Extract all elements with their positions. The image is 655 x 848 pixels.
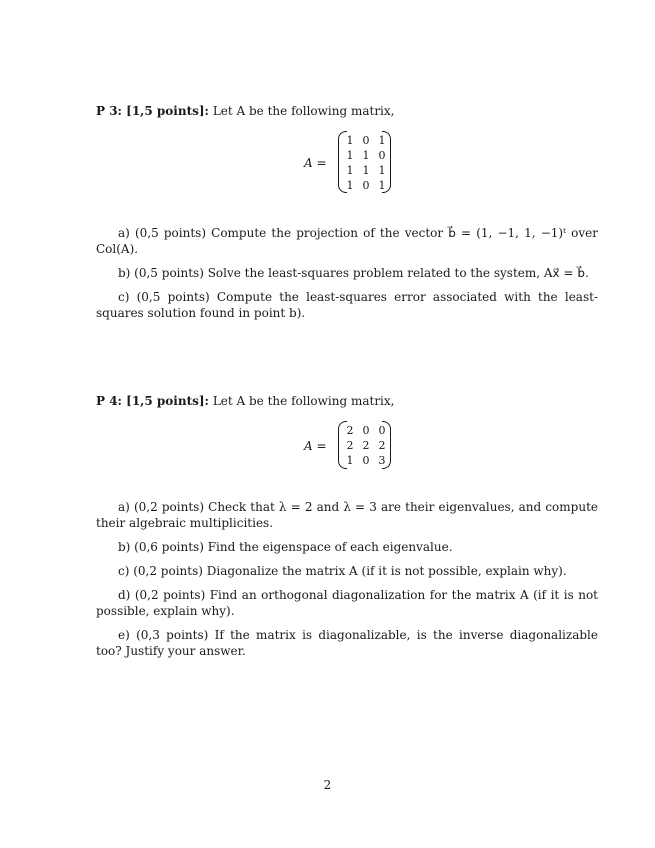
matrix-cell: 1 [346, 134, 354, 147]
problem-4-matrix [96, 423, 598, 469]
matrix-cell: 1 [346, 149, 354, 162]
matrix-cell: 1 [378, 164, 386, 177]
matrix-cell: 1 [346, 179, 354, 192]
problem-3-header [96, 103, 598, 119]
matrix-cell: 1 [346, 164, 354, 177]
problem-3 [96, 103, 598, 321]
problem-4-label: P 4: [1,5 points]: [96, 394, 209, 408]
matrix-cell: 0 [362, 454, 370, 467]
matrix-cell: 2 [346, 424, 354, 437]
problem-4-item-a [96, 499, 598, 531]
problem-4-item-d [96, 587, 598, 619]
matrix-cell: 0 [362, 179, 370, 192]
right-paren [382, 131, 391, 193]
matrix-cell: 2 [378, 439, 386, 452]
problem-3-matrix [96, 133, 598, 193]
matrix-cell: 1 [362, 164, 370, 177]
matrix-cell: 1 [378, 134, 386, 147]
item-text: a) (0,5 points) Compute the projection of the vector b⃗ = (1, −1, 1, −1)ᵗ over Col(A). [96, 226, 598, 256]
matrix-cell: 1 [362, 149, 370, 162]
item-text: c) (0,2 points) Diagonalize the matrix A (if it is not possible, explain why). [118, 564, 567, 578]
item-text: d) (0,2 points) Find an orthogonal diagonalization for the matrix A (if it is not possible, explain why). [96, 588, 598, 618]
page-number: 2 [323, 778, 332, 792]
matrix-cell: 2 [362, 439, 370, 452]
matrix-lhs: A = [304, 439, 327, 453]
problem-3-intro: Let A be the following matrix, [212, 104, 395, 118]
problem-4-item-e [96, 627, 598, 659]
matrix-cell: 1 [346, 454, 354, 467]
problem-4-item-b [96, 539, 598, 555]
matrix-cell: 2 [346, 439, 354, 452]
item-text: b) (0,5 points) Solve the least-squares problem related to the system, Ax⃗ = b⃗. [118, 266, 589, 280]
problem-3-item-c [96, 289, 598, 321]
problem-4-intro: Let A be the following matrix, [212, 394, 395, 408]
problem-4 [96, 393, 598, 659]
problem-4-item-c [96, 563, 598, 579]
matrix-cell: 0 [362, 134, 370, 147]
right-paren [382, 421, 391, 469]
matrix-cell: 0 [378, 149, 386, 162]
problem-3-item-b [96, 265, 598, 281]
problem-3-item-a [96, 225, 598, 257]
matrix-cell: 3 [378, 454, 386, 467]
matrix-lhs: A = [304, 156, 327, 170]
problem-4-header [96, 393, 598, 409]
item-text: c) (0,5 points) Compute the least-squares error associated with the least- squares solution found in point b). [96, 290, 598, 320]
item-text: e) (0,3 points) If the matrix is diagonalizable, is the inverse diagonalizable too? Justify your answer. [96, 628, 598, 658]
matrix-cell: 0 [378, 424, 386, 437]
item-text: b) (0,6 points) Find the eigenspace of each eigenvalue. [118, 540, 453, 554]
problem-3-label: P 3: [1,5 points]: [96, 104, 209, 118]
item-text: a) (0,2 points) Check that λ = 2 and λ = 3 are their eigenvalues, and compute their algebraic multiplicities. [96, 500, 598, 530]
matrix-cell: 0 [362, 424, 370, 437]
matrix-cell: 1 [378, 179, 386, 192]
